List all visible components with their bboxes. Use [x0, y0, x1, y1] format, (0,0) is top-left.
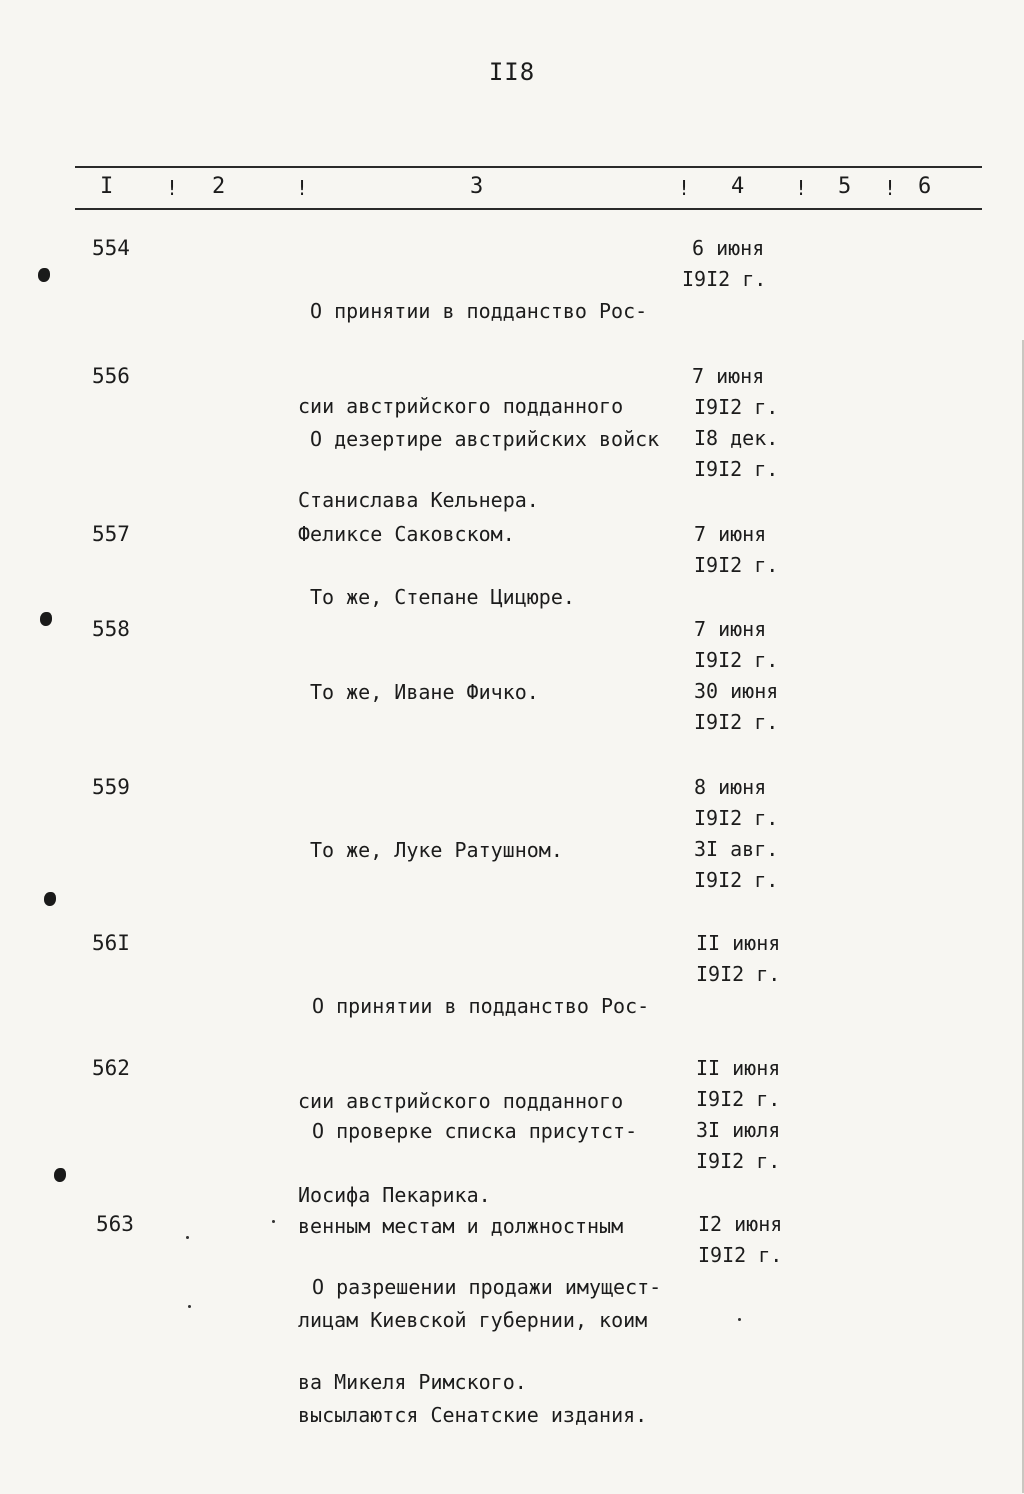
date-line: I9I2 г. — [694, 648, 779, 672]
header-col-1: I — [100, 174, 114, 199]
page-number: II8 — [488, 58, 536, 86]
case-number: 559 — [92, 775, 130, 799]
date-line: I9I2 г. — [696, 1149, 781, 1173]
date-line: II июня — [696, 1056, 781, 1080]
title-line: То же, Иване Фичко. — [310, 680, 539, 704]
date-line: I2 июня — [698, 1212, 783, 1236]
ink-speck — [738, 1318, 741, 1321]
title-line: О дезертире австрийских войск — [310, 427, 660, 451]
title-line: высылаются Сенатские издания. — [298, 1402, 648, 1427]
header-separator: ! — [795, 176, 808, 200]
case-number: 557 — [92, 522, 130, 546]
case-number: 556 — [92, 364, 130, 388]
header-separator: ! — [884, 176, 897, 200]
title-line: Станислава Кельнера. — [298, 488, 539, 512]
header-col-5: 5 — [838, 174, 852, 199]
punch-hole-mark — [54, 1168, 66, 1182]
case-dates — [690, 772, 800, 896]
title-line: Феликсе Саковском. — [298, 521, 515, 546]
date-line: I9I2 г. — [694, 553, 779, 577]
case-dates — [690, 519, 800, 581]
date-line: I9I2 г. — [694, 457, 779, 481]
date-line: I9I2 г. — [682, 267, 767, 291]
header-rule-top — [75, 166, 982, 168]
date-line: 3I июля — [696, 1118, 781, 1142]
title-line: О принятии в подданство Рос- — [310, 299, 648, 323]
case-dates — [690, 1209, 800, 1271]
date-line: I9I2 г. — [694, 868, 779, 892]
title-line: О разрешении продажи имущест- — [312, 1275, 662, 1299]
title-line: То же, Степане Цицюре. — [310, 585, 575, 609]
date-line: 30 июня — [694, 679, 779, 703]
date-line: 7 июня — [694, 617, 767, 641]
header-col-2: 2 — [212, 174, 226, 199]
date-line: I9I2 г. — [698, 1243, 783, 1267]
case-dates — [690, 928, 800, 990]
header-separator: ! — [166, 176, 179, 200]
title-line: О проверке списка присутст- — [312, 1119, 638, 1143]
title-line: О принятии в подданство Рос- — [312, 994, 650, 1018]
header-separator: ! — [296, 176, 309, 200]
case-dates — [682, 233, 800, 295]
date-line: I9I2 г. — [694, 806, 779, 830]
date-line: 3I авг. — [694, 837, 779, 861]
ink-speck — [186, 1236, 189, 1239]
date-line: 8 июня — [694, 775, 767, 799]
date-line: 6 июня — [692, 236, 765, 260]
case-number: 562 — [92, 1056, 130, 1080]
case-title — [298, 772, 688, 930]
ink-speck — [188, 1305, 191, 1308]
date-line: I9I2 г. — [696, 962, 781, 986]
date-line: I9I2 г. — [696, 1087, 781, 1111]
title-line: лицам Киевской губернии, коим — [298, 1308, 648, 1332]
date-line: I9I2 г. — [694, 710, 779, 734]
header-col-4: 4 — [731, 174, 745, 199]
case-title — [298, 1209, 688, 1461]
title-line: сии австрийского подданного — [298, 1088, 624, 1113]
title-line: Иосифа Пекарика. — [298, 1183, 491, 1207]
date-line: I9I2 г. — [694, 395, 779, 419]
header-rule-bottom — [75, 208, 982, 210]
ink-speck — [272, 1220, 275, 1223]
case-dates — [690, 614, 800, 738]
case-dates — [690, 361, 800, 485]
punch-hole-mark — [40, 612, 52, 626]
case-number: 56I — [92, 931, 130, 955]
header-col-6: 6 — [918, 174, 932, 199]
case-number: 563 — [96, 1212, 134, 1236]
date-line: 7 июня — [694, 522, 767, 546]
title-line: ва Микеля Римского. — [298, 1369, 527, 1394]
case-number: 558 — [92, 617, 130, 641]
header-col-3: 3 — [470, 174, 484, 199]
punch-hole-mark — [38, 268, 50, 282]
date-line: II июня — [696, 931, 781, 955]
punch-hole-mark — [44, 892, 56, 906]
date-line: I8 дек. — [694, 426, 779, 450]
case-title — [298, 614, 688, 772]
case-dates — [690, 1053, 800, 1177]
header-separator: ! — [678, 176, 691, 200]
title-line: То же, Луке Ратушном. — [310, 838, 563, 862]
case-number: 554 — [92, 236, 130, 260]
title-line: венным местам и должностным — [298, 1213, 624, 1238]
title-line: сии австрийского подданного — [298, 393, 624, 418]
date-line: 7 июня — [692, 364, 765, 388]
